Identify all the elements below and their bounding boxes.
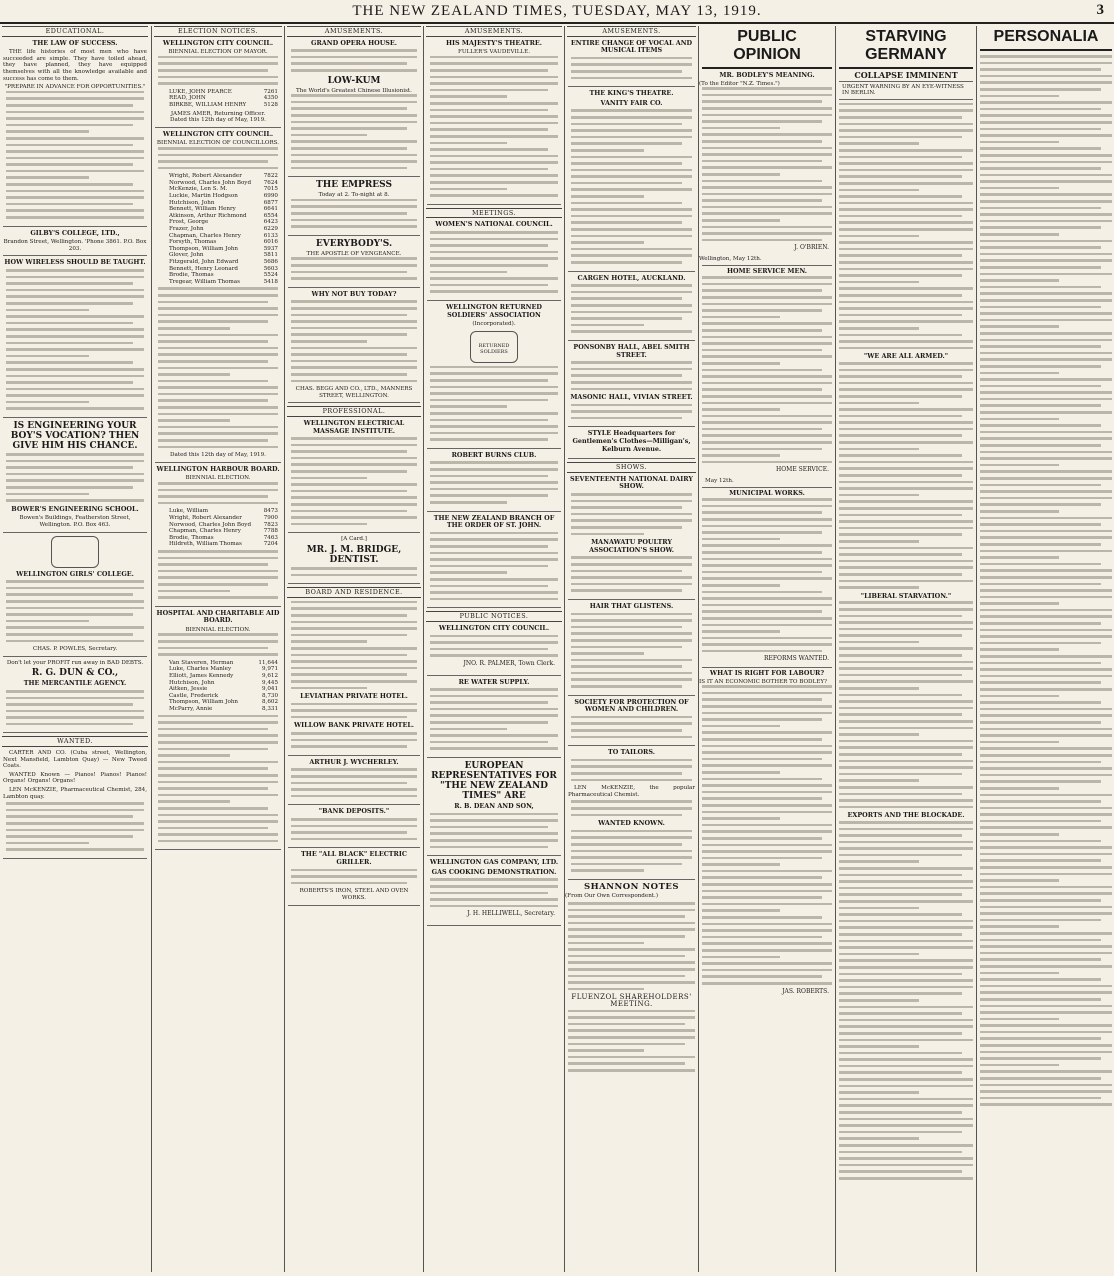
candidate-name: Castle, Frederick <box>169 692 219 699</box>
ad-text: THE life histories of most men who have succeeded are simple. They have toiled ahead, they have planned, they have equipped themselves with all the knowledge available and success has come to them. <box>3 49 147 82</box>
ad-title: R. G. DUN & CO., <box>31 668 119 679</box>
vote-count: 7823 <box>263 521 278 528</box>
vote-count: 7788 <box>263 528 278 535</box>
notice-returned-soldiers <box>427 304 561 449</box>
notice-city-council <box>427 625 561 676</box>
ad-wireless <box>3 259 147 418</box>
ad-title: WELLINGTON GIRLS' COLLEGE. <box>16 569 134 578</box>
results-list <box>169 173 278 285</box>
ad-subtitle: WANTED KNOWN. <box>598 819 665 828</box>
vote-count: 7204 <box>263 541 278 548</box>
column-heading-meetings: MEETINGS. <box>426 208 562 219</box>
result-row <box>169 660 278 667</box>
candidate-name: Luke, Charles Manley <box>169 666 232 673</box>
result-row <box>169 686 278 693</box>
section-byline: (From Our Own Correspondent.) <box>565 892 659 899</box>
vote-count: 4350 <box>263 95 278 102</box>
letter-signature: HOME SERVICE. <box>776 466 829 474</box>
result-row <box>169 272 278 279</box>
candidate-name: Luke, William <box>169 508 209 515</box>
letter-bodley <box>699 72 835 263</box>
ad-title: THE "ALL BLACK" ELECTRIC GRILLER. <box>301 850 407 866</box>
ad-title: HAIR THAT GLISTENS. <box>589 601 674 610</box>
notice-date: Dated this 12th day of May, 1919. <box>170 117 266 124</box>
notice-subtitle: (Incorporated). <box>472 321 516 328</box>
vote-count: 5811 <box>263 252 278 259</box>
column-public-opinion <box>698 26 835 1272</box>
ad-title: EVERYBODY'S. <box>315 238 393 249</box>
crest-icon <box>51 536 99 568</box>
ad-text: WANTED Known — Pianos! Pianos! Pianos! Organs! Organs! Organs! <box>3 771 147 785</box>
candidate-name: McParry, Annie <box>169 706 213 712</box>
ad-bank-deposits <box>288 808 420 848</box>
ad-label: [A Card.] <box>341 536 367 543</box>
notice-councillors-election <box>155 131 281 463</box>
badge-icon <box>470 331 518 363</box>
vote-count: 5418 <box>263 278 278 285</box>
candidate-name: Hutchison, John <box>169 199 215 206</box>
column-heading-election: ELECTION NOTICES. <box>154 26 282 37</box>
vote-count: 11,644 <box>258 659 278 666</box>
ad-griller <box>288 851 420 905</box>
result-row <box>169 186 278 193</box>
result-row <box>169 508 278 515</box>
notice-title: HOSPITAL AND CHARITABLE AID BOARD. <box>156 608 280 625</box>
notice-subtitle: BIENNIAL ELECTION. <box>185 475 251 482</box>
results-list <box>169 89 278 109</box>
candidate-name: LUKE, JOHN PEARCE <box>169 88 232 95</box>
result-row <box>169 226 278 233</box>
vote-count: 8,730 <box>261 692 278 699</box>
notice-womens-council <box>427 221 561 301</box>
vote-count: 9,612 <box>261 673 278 680</box>
result-row <box>169 266 278 273</box>
result-row <box>169 680 278 687</box>
candidate-name: Chapman, Charles Henry <box>169 528 241 535</box>
ad-subtitle: MANAWATU POULTRY ASSOCIATION'S SHOW. <box>589 538 674 554</box>
candidate-name: Bennett, William Henry <box>169 206 236 213</box>
vote-count: 7015 <box>263 186 278 193</box>
ad-title: CARGEN HOTEL, AUCKLAND. <box>577 273 686 282</box>
ad-everybodys <box>288 239 420 288</box>
letter-date: May 12th. <box>705 478 734 485</box>
letter-title: HOME SERVICE MEN. <box>726 266 808 275</box>
result-row <box>169 213 278 220</box>
column-heading-shows: SHOWS. <box>567 462 696 473</box>
result-row <box>169 102 278 109</box>
result-row <box>169 706 278 713</box>
result-row <box>169 193 278 200</box>
ad-address: Brandon Street, Wellington. 'Phone 3861. P.O. Box 203. <box>3 239 147 252</box>
ad-title: WELLINGTON GAS COMPANY, LTD. <box>429 858 559 867</box>
results-list <box>169 508 278 548</box>
ad-signature: J. H. HELLIWELL, Secretary. <box>467 910 555 918</box>
result-row <box>169 666 278 673</box>
notice-subtitle: BIENNIAL ELECTION. <box>185 626 251 633</box>
article-crosshead: "LIBERAL STARVATION." <box>860 591 952 600</box>
candidate-name: Aitken, Jessie <box>169 686 208 693</box>
notice-society <box>568 699 695 747</box>
section-heading: PERSONALIA <box>980 26 1112 51</box>
article-deck: URGENT WARNING BY AN EYE-WITNESS IN BERLIN. <box>842 83 964 97</box>
ad-subtitle: Today at 2. To-night at 8. <box>318 192 390 199</box>
candidate-name: Frost, George <box>169 219 209 226</box>
letter-place: Wellington, May 12th. <box>699 256 762 263</box>
returning-officer: JAMES AMER, Returning Officer. <box>170 110 266 117</box>
ad-subtitle: MASONIC HALL, VIVIAN STREET. <box>570 393 693 402</box>
result-row <box>169 515 278 522</box>
ad-title: MR. J. M. BRIDGE, DENTIST. <box>306 545 402 565</box>
ad-subtitle: VANITY FAIR CO. <box>600 98 663 107</box>
article-crosshead: "WE ARE ALL ARMED." <box>863 352 949 361</box>
vote-count: 7822 <box>263 173 278 180</box>
notice-st-john <box>427 515 561 609</box>
column-amusements-1 <box>284 26 423 1272</box>
candidate-name: Luckie, Martin Hodgson <box>169 193 238 200</box>
vote-count: 6133 <box>263 232 278 239</box>
ad-title: ARTHUR J. WYCHERLEY. <box>309 757 399 766</box>
candidate-name: READ, JOHN <box>169 95 206 102</box>
result-row <box>169 233 278 240</box>
candidate-name: Elliott, James Kennedy <box>169 673 234 680</box>
candidate-name: Thompson, William John <box>169 245 239 252</box>
badge-text: RETURNED SOLDIERS <box>478 342 510 356</box>
result-row <box>169 259 278 266</box>
vote-count: 5128 <box>263 101 278 108</box>
candidate-name: Frazer, John <box>169 226 204 233</box>
candidate-name: Chapman, Charles Henry <box>169 232 241 239</box>
candidate-name: Bennett, Henry Leonard <box>169 265 238 272</box>
letter-municipal-works <box>699 490 835 663</box>
ad-text: LEN McKENZIE, Pharmaceutical Chemist, 284, Lambton quay. <box>3 787 147 800</box>
ad-empress <box>288 180 420 236</box>
ad-dentist <box>288 536 420 584</box>
ad-footer: ROBERTS'S IRON, STEEL AND OVEN WORKS. <box>299 888 409 901</box>
ad-title: PONSONBY HALL, ABEL SMITH STREET. <box>573 342 690 359</box>
ad-title: WILLOW BANK PRIVATE HOTEL. <box>293 721 415 730</box>
vote-count: 6641 <box>263 206 278 213</box>
column-heading-educational: EDUCATIONAL. <box>2 26 148 37</box>
result-row <box>169 252 278 259</box>
notice-title: WELLINGTON RETURNED SOLDIERS' ASSOCIATION <box>446 302 542 319</box>
ad-piano <box>288 291 420 404</box>
vote-count: 7624 <box>263 179 278 186</box>
ad-text: LEN McKENZIE, the popular Pharmaceutical Chemist. <box>568 785 695 798</box>
ad-cargen-hotel <box>568 275 695 341</box>
notice-mayor-election <box>155 40 281 128</box>
column-heading-board: BOARD AND RESIDENCE. <box>287 587 421 598</box>
vote-count: 8,602 <box>261 699 278 706</box>
letter-subtitle: IS IT AN ECONOMIC BOTHER TO BODLEY? <box>699 678 828 685</box>
ad-board <box>288 601 420 756</box>
column-heading-amusements: AMUSEMENTS. <box>287 26 421 37</box>
result-row <box>169 200 278 207</box>
ad-text: Don't let your PROFIT run away in BAD DEBTS. <box>6 659 144 666</box>
ad-title: WELLINGTON ELECTRICAL MASSAGE INSTITUTE. <box>303 418 405 435</box>
candidate-name: Wright, Robert Alexander <box>169 173 242 180</box>
notice-title: WELLINGTON HARBOUR BOARD. <box>156 464 280 473</box>
masthead <box>0 0 1114 24</box>
ad-hair <box>568 603 695 696</box>
ad-dairy-show <box>568 476 695 600</box>
result-row <box>169 693 278 700</box>
ad-text: CARTER AND CO. (Cuba street, Wellington, Next Mansfield, Lambton Quay) — New Tweed Coats. <box>3 750 147 770</box>
ad-title: LEVIATHAN PRIVATE HOTEL. <box>300 692 408 701</box>
ad-ponsonby-hall <box>568 344 695 428</box>
notice-hospital-board <box>155 610 281 851</box>
result-row <box>169 279 278 286</box>
result-row <box>169 180 278 187</box>
result-row <box>169 699 278 706</box>
candidate-name: Hutchison, John <box>169 679 215 686</box>
notice-signature: JNO. R. PALMER, Town Clerk. <box>463 659 555 667</box>
vote-count: 5686 <box>263 259 278 265</box>
ad-title: WHY NOT BUY TODAY? <box>311 289 397 298</box>
result-row <box>169 89 278 96</box>
letter-signature: JAS. ROBERTS. <box>782 987 829 995</box>
column-heading-amusements: AMUSEMENTS. <box>426 26 562 37</box>
ad-title: THE EMPRESS <box>316 180 392 191</box>
result-row <box>169 246 278 253</box>
notice-title: WOMEN'S NATIONAL COUNCIL. <box>435 220 553 229</box>
vote-count: 6554 <box>263 212 278 219</box>
vote-count: 9,971 <box>261 666 278 673</box>
notice-water-supply <box>427 679 561 759</box>
ad-entire-change <box>568 40 695 88</box>
vote-count: 5937 <box>263 245 278 252</box>
column-heading-public-notices: PUBLIC NOTICES. <box>426 611 562 622</box>
column-election-notices <box>151 26 284 1272</box>
notice-title: SOCIETY FOR PROTECTION OF WOMEN AND CHILDREN. <box>574 697 689 714</box>
ad-subtitle: R. B. DEAN AND SON, <box>454 802 534 811</box>
letter-to: (To the Editor "N.Z. Times.") <box>699 80 780 87</box>
candidate-name: Van Staveren, Herman <box>169 659 234 666</box>
ad-title: GRAND OPERA HOUSE. <box>311 38 397 47</box>
ad-address: Bowen's Buildings, Featherston Street, Wellington. P.O. Box 463. <box>19 515 131 528</box>
column-heading-professional: PROFESSIONAL. <box>287 406 421 417</box>
ad-title: TO TAILORS. <box>608 748 655 757</box>
ad-gas-company <box>427 859 561 926</box>
ad-title: HIS MAJESTY'S THEATRE. <box>446 38 542 47</box>
letter-labour <box>699 670 835 995</box>
section-shannon-notes: SHANNON NOTES <box>583 881 680 892</box>
vote-count: 8,331 <box>261 706 278 712</box>
candidate-name: Atkinson, Arthur Richmond <box>169 212 247 219</box>
column-heading-wanted: WANTED. <box>2 736 148 747</box>
vote-count: 9,445 <box>261 679 278 686</box>
notice-date: Dated this 12th day of May, 1919. <box>170 452 266 459</box>
notice-burns-club <box>427 452 561 512</box>
ad-wanted <box>3 750 147 859</box>
ad-tailors <box>568 749 695 880</box>
vote-count: 9,041 <box>261 686 278 693</box>
ad-title: STYLE Headquarters for Gentlemen's Clothes—Milligan's, Kelburn Avenue. <box>572 429 691 453</box>
vote-count: 6990 <box>263 193 278 200</box>
candidate-name: Brodie, Thomas <box>169 272 214 279</box>
vote-count: 6423 <box>263 219 278 226</box>
candidate-name: Brodie, Thomas <box>169 534 214 541</box>
ad-slogan: "PREPARE IN ADVANCE FOR OPPORTUNITIES." <box>4 84 146 91</box>
article-crosshead: EXPORTS AND THE BLOCKADE. <box>847 811 965 820</box>
masthead-title: THE NEW ZEALAND TIMES, TUESDAY, MAY 13, 1919. <box>352 3 762 19</box>
ad-kings-theatre <box>568 90 695 271</box>
candidate-name: Fitzgerald, John Edward <box>169 259 239 265</box>
column-starving-germany <box>835 26 976 1272</box>
article-subheading: COLLAPSE IMMINENT <box>854 70 958 80</box>
ad-title: THE LAW OF SUCCESS. <box>32 38 118 47</box>
ad-wycherley <box>288 759 420 806</box>
column-educational <box>0 26 150 1272</box>
result-row <box>169 673 278 680</box>
notice-title: WELLINGTON CITY COUNCIL. <box>162 38 274 47</box>
letter-home-service <box>699 268 835 485</box>
notice-title: THE NEW ZEALAND BRANCH OF THE ORDER OF ST. JOHN. <box>433 513 555 530</box>
result-row <box>169 528 278 535</box>
result-row <box>169 535 278 542</box>
ad-girls-college <box>3 536 147 657</box>
result-row <box>169 173 278 180</box>
candidate-name: Forsyth, Thomas <box>169 239 217 246</box>
vote-count: 7463 <box>263 534 278 541</box>
section-heading: STARVING GERMANY <box>839 26 973 69</box>
ad-style <box>568 430 695 459</box>
vote-count: 6229 <box>263 226 278 233</box>
ad-title: HOW WIRELESS SHOULD BE TAUGHT. <box>4 258 146 267</box>
candidate-name: Glover, John <box>169 252 204 259</box>
ad-subtitle: THE APOSTLE OF VENGEANCE. <box>306 250 402 257</box>
column-amusements-3 <box>564 26 698 1272</box>
vote-count: 7900 <box>263 514 278 521</box>
letter-signature: REFORMS WANTED. <box>764 655 829 663</box>
notice-title: WELLINGTON CITY COUNCIL. <box>162 129 274 138</box>
ad-subtitle: FULLER'S VAUDEVILLE. <box>458 49 530 56</box>
ad-title: EUROPEAN REPRESENTATIVES FOR "THE NEW ZEALAND TIMES" ARE <box>431 761 557 802</box>
candidate-name: Tregear, William Thomas <box>169 278 240 285</box>
letter-title: MUNICIPAL WORKS. <box>729 488 805 497</box>
letter-title: WHAT IS RIGHT FOR LABOUR? <box>709 669 825 678</box>
notice-title: ROBERT BURNS CLUB. <box>451 450 537 459</box>
page-number: 3 <box>1096 2 1104 18</box>
letter-title: MR. BODLEY'S MEANING. <box>719 71 815 79</box>
candidate-name: Norwood, Charles John Boyd <box>169 179 252 186</box>
result-row <box>169 95 278 102</box>
column-heading-amusements: AMUSEMENTS. <box>567 26 696 37</box>
ad-law-of-success <box>3 40 147 227</box>
ad-massage <box>288 420 420 534</box>
ad-european-representatives <box>427 761 561 856</box>
ad-subtitle: GAS COOKING DEMONSTRATION. <box>431 867 557 876</box>
vote-count: 6016 <box>263 239 278 246</box>
notice-title: WELLINGTON CITY COUNCIL. <box>438 623 550 632</box>
candidate-name: Hildreth, William Thomas <box>169 541 242 548</box>
ad-dun <box>3 660 147 734</box>
ad-opera-house <box>288 40 420 178</box>
result-row <box>169 239 278 246</box>
column-amusements-2 <box>423 26 564 1272</box>
result-row <box>169 522 278 529</box>
ad-subtitle: The World's Greatest Chinese Illusionist. <box>296 87 412 94</box>
ad-title: "BANK DEPOSITS." <box>318 807 390 816</box>
vote-count: 7261 <box>263 88 278 95</box>
candidate-name: Thompson, William John <box>169 699 239 706</box>
vote-count: 5524 <box>263 272 278 279</box>
result-row <box>169 219 278 226</box>
notice-title: RE WATER SUPPLY. <box>458 677 530 686</box>
ad-headline: LOW-KUM <box>327 75 381 86</box>
ad-signature: CHAS. P. POWLES, Secretary. <box>32 646 118 653</box>
vote-count: 8473 <box>263 508 278 515</box>
vote-count: 6877 <box>263 199 278 206</box>
ad-title: BOWER'S ENGINEERING SCHOOL. <box>11 504 139 513</box>
ad-title: GILBY'S COLLEGE, LTD., <box>30 228 120 237</box>
column-personalia <box>976 26 1114 1272</box>
letter-signature: J. O'BRIEN. <box>794 244 829 252</box>
ad-address: CHAS. BEGG AND CO., LTD., MANNERS STREET, WELLINGTON. <box>295 386 413 399</box>
ad-his-majestys <box>427 40 561 205</box>
ad-subtitle: THE MERCANTILE AGENCY. <box>23 679 127 688</box>
candidate-name: Norwood, Charles John Boyd <box>169 521 252 528</box>
notice-subtitle: BIENNIAL ELECTION OF MAYOR. <box>168 49 268 56</box>
section-fluenzol: FLUENZOL SHAREHOLDERS' MEETING. <box>571 993 692 1008</box>
ad-title: THE KING'S THEATRE. <box>589 89 674 98</box>
section-heading: PUBLIC OPINION <box>702 26 832 69</box>
ad-title: SEVENTEENTH NATIONAL DAIRY SHOW. <box>570 474 693 491</box>
vote-count: 5603 <box>263 265 278 272</box>
result-row <box>169 206 278 213</box>
ad-gilbys <box>3 230 147 257</box>
candidate-name: McKenzie, Len S. M. <box>169 186 228 193</box>
ad-title: IS ENGINEERING YOUR BOY'S VOCATION? THEN GIVE HIM HIS CHANCE. <box>10 421 140 452</box>
candidate-name: Wright, Robert Alexander <box>169 514 242 521</box>
results-list <box>169 660 278 713</box>
ad-title: ENTIRE CHANGE OF VOCAL AND MUSICAL ITEMS <box>570 38 693 55</box>
notice-subtitle: BIENNIAL ELECTION OF COUNCILLORS. <box>156 140 280 147</box>
result-row <box>169 541 278 548</box>
notice-harbour-board <box>155 466 281 607</box>
ad-engineering <box>3 421 147 533</box>
candidate-name: BIRKBE, WILLIAM HENRY <box>169 101 247 108</box>
